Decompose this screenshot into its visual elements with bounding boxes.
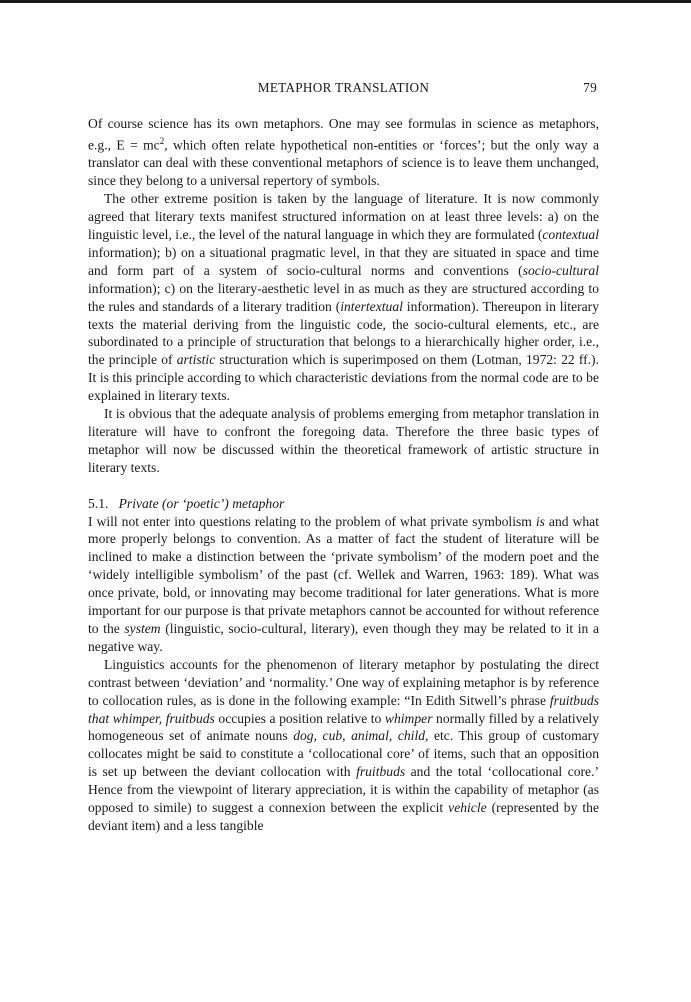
text-run: Of course science has its own metaphors. One may see formulas in science as metaphors, e.g., E = mc — [88, 116, 599, 153]
text-run: and what more properly belongs to convention. As a matter of fact the student of literature will be inclined to make a distinction between the ‘private symbolism’ of the modern poet and the ‘widely intelligible symbolism’ of the past (cf. Wellek and Warren, 1963: 189). What was once private, bold, or innovating may become traditional for later generations. What is more important for our purpose is that private metaphors cannot be accounted for without reference to the — [88, 513, 599, 636]
italic-term: vehicle — [448, 800, 487, 816]
text-run: occupies a position relative to — [214, 710, 385, 726]
section-number: 5.1. — [88, 495, 109, 511]
italic-term: artistic — [176, 352, 216, 368]
italic-term: fruitbuds that whimper, fruitbuds — [88, 692, 599, 726]
paragraph-science-metaphors — [88, 115, 599, 190]
text-run: information). Thereupon in literary texts the material deriving from the linguistic code, the socio-cultural elements, etc., are subordinated to a principle of structuration that belongs to a hierarchically higher order, i.e., the principle of — [88, 298, 599, 368]
italic-term: system — [124, 621, 161, 636]
text-run: The other extreme position is taken by the language of literature. It is now commonly agreed that literary texts manifest structured information on at least three levels: a) on the linguistic level, i.e., the level of the natural language in which they are formulated ( — [88, 191, 599, 242]
text-run: normally filled by a relatively homogeneous set of animate nouns — [88, 710, 600, 744]
italic-term: fruitbuds — [356, 764, 406, 780]
top-border-rule — [0, 0, 691, 3]
superscript: 2 — [159, 135, 165, 146]
text-run: information); c) on the literary-aesthetic level in as much as they are structured according to the rules and standards of a literary tradition ( — [88, 280, 599, 314]
text-run: etc. This group of customary collocates might be said to constitute a ‘collocational core’ of items, such that an opposition is set up between the deviant collocation with — [88, 728, 600, 780]
page-number: 79 — [583, 80, 597, 95]
running-header — [88, 80, 599, 100]
text-run: , which often relate hypothetical non-entities or ‘forces’; but the only way a translator can deal with these conventional metaphors of science is to leave them unchanged, since they belong to a universal repertory of symbols. — [88, 137, 599, 189]
article-body — [88, 115, 599, 835]
text-run: (represented by the deviant item) and a less tangible — [88, 800, 599, 833]
italic-term: is — [535, 513, 545, 529]
italic-term: whimper — [384, 710, 433, 726]
text-run: information); b) on a situational pragmatic level, in that they are situated in space and time and form part of a system of socio-cultural norms and conventions ( — [88, 244, 599, 278]
italic-term: dog, cub, animal, child, — [293, 728, 429, 744]
italic-term: contextual — [542, 226, 599, 242]
text-run: and the total ‘collocational core.’ Hence from the viewpoint of literary appreciation, it is within the capability of metaphor (as opposed to simile) to suggest a connexion between the explicit — [88, 764, 600, 816]
section-title: Private (or ‘poetic’) metaphor — [118, 495, 285, 511]
paragraph-three-types: It is obvious that the adequate analysis of problems emerging from metaphor translation in literature will have to confront the foregoing data. Therefore the three basic types of metaphor will now be discussed within the theoretical framework of artistic structure in literary texts. — [88, 406, 599, 475]
text-run: I will not enter into questions relating to the problem of what private symbolism — [88, 513, 536, 529]
running-title: METAPHOR TRANSLATION — [257, 80, 430, 95]
text-run: Linguistics accounts for the phenomenon of literary metaphor by postulating the direct contrast between ‘deviation’ and ‘normality.’ One way of explaining metaphor is by reference to collocation rules, as is done in the following example: “In Edith Sitwell’s phrase — [88, 656, 599, 708]
text-run: (linguistic, socio-cultural, literary), even though they may be related to it in a negative way. — [88, 621, 599, 654]
italic-term: intertextual — [340, 298, 403, 314]
text-run: structuration which is superimposed on them (Lotman, 1972: 22 ff.). It is this principle according to which characteristic deviations from the normal code are to be explained in literary texts. — [88, 352, 599, 404]
paragraph-literature-levels — [88, 190, 599, 405]
italic-term: socio-cultural — [522, 262, 599, 278]
section-heading — [88, 495, 599, 513]
paragraph-private-symbolism — [88, 513, 599, 656]
paragraph-collocation — [88, 656, 599, 835]
